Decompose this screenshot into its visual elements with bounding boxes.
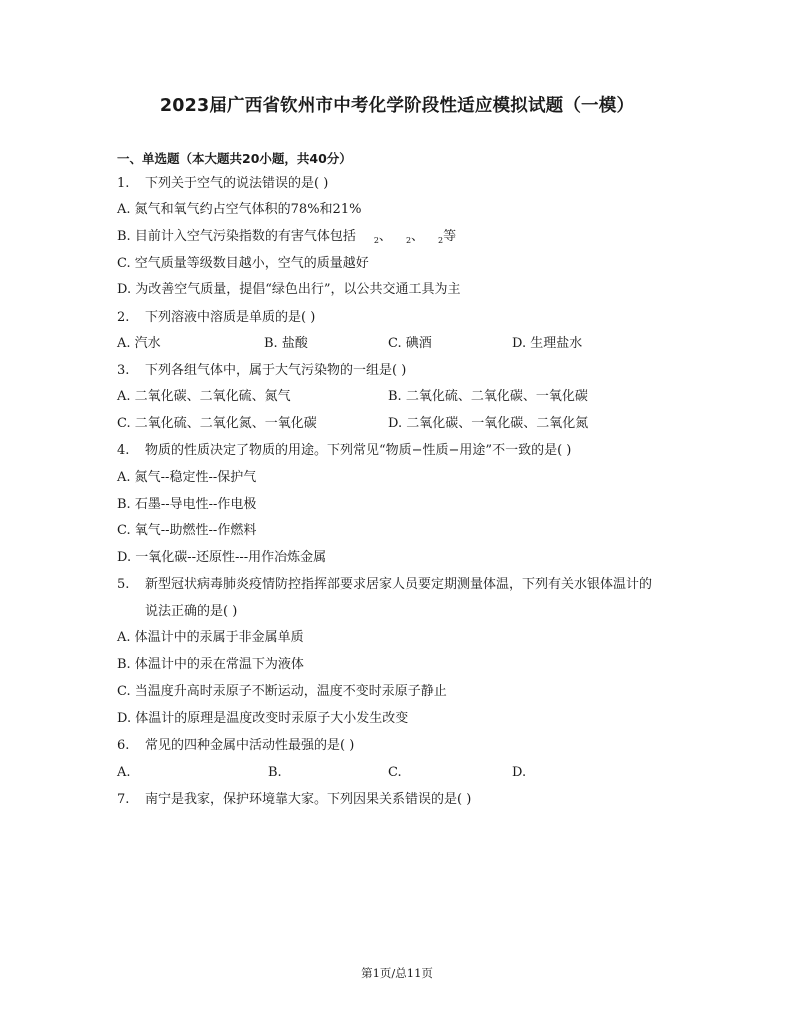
q2-option-b: B. 盐酸	[264, 336, 308, 351]
question-stem: 常见的四种金属中活动性最强的是( )	[145, 738, 355, 753]
question-stem: 南宁是我家，保护环境靠大家。下列因果关系错误的是( )	[145, 792, 472, 807]
q6-option-b: B.	[268, 765, 282, 780]
q3-option-b: B. 二氧化硫、二氧化碳、一氧化碳	[388, 389, 588, 404]
q3-option-c: C. 二氧化硫、二氧化氮、一氧化碳	[117, 416, 317, 431]
question-number: 3.	[117, 363, 130, 378]
q3-option-a: A. 二氧化碳、二氧化硫、氮气	[117, 389, 291, 404]
page-footer: 第1页/总11页	[361, 966, 433, 980]
q1-option-c: C. 空气质量等级数目越小，空气的质量越好	[117, 256, 369, 271]
question-stem: 下列关于空气的说法错误的是( )	[145, 176, 329, 191]
question-5	[117, 576, 652, 594]
section-heading: 一、单选题（本大题共20小题，共40分）	[117, 151, 352, 166]
q4-option-b: B. 石墨--导电性--作电极	[117, 497, 257, 512]
q5-option-d: D. 体温计的原理是温度改变时汞原子大小发生改变	[117, 711, 409, 726]
q2-option-c: C. 碘酒	[388, 336, 432, 351]
question-stem: 物质的性质决定了物质的用途。下列常见“物质−性质−用途”不一致的是( )	[145, 443, 572, 458]
question-4	[117, 442, 571, 460]
q1-option-a: A. 氮气和氧气约占空气体积的78%和21%	[117, 202, 362, 217]
page-title: 2023届广西省钦州市中考化学阶段性适应模拟试题（一模）	[159, 96, 635, 116]
q1-option-d: D. 为改善空气质量，提倡“绿色出行”，以公共交通工具为主	[117, 282, 461, 297]
q1-option-b: B. 目前计入空气污染指数的有害气体包括 $_2$、 $_2$、 $_2$等	[117, 229, 457, 245]
q4-option-d: D. 一氧化碳--还原性---用作冶炼金属	[117, 550, 327, 565]
question-number: 5.	[117, 577, 130, 592]
question-number: 4.	[117, 443, 130, 458]
q6-option-a: A.	[117, 765, 131, 780]
q2-option-d: D. 生理盐水	[512, 336, 583, 351]
question-6	[117, 737, 354, 755]
question-7	[117, 791, 471, 809]
q6-option-d: D.	[512, 765, 527, 780]
question-number: 7.	[117, 792, 130, 807]
q5-option-a: A. 体温计中的汞属于非金属单质	[117, 630, 304, 645]
q2-option-a: A. 汽水	[117, 336, 161, 351]
question-1	[117, 175, 328, 193]
q6-option-c: C.	[388, 765, 402, 780]
question-5-continued: 说法正确的是( )	[145, 604, 238, 619]
question-stem: 下列各组气体中，属于大气污染物的一组是( )	[145, 363, 407, 378]
question-3	[117, 362, 406, 380]
question-2	[117, 309, 315, 327]
q3-option-d: D. 二氧化碳、一氧化碳、二氧化氮	[388, 416, 589, 431]
q4-option-a: A. 氮气--稳定性--保护气	[117, 470, 257, 485]
question-stem: 新型冠状病毒肺炎疫情防控指挥部要求居家人员要定期测量体温，下列有关水银体温计的	[145, 577, 653, 592]
q5-option-b: B. 体温计中的汞在常温下为液体	[117, 657, 304, 672]
question-number: 2.	[117, 310, 130, 325]
question-stem: 下列溶液中溶质是单质的是( )	[145, 310, 316, 325]
question-number: 1.	[117, 176, 130, 191]
q5-option-c: C. 当温度升高时汞原子不断运动，温度不变时汞原子静止	[117, 684, 447, 699]
q4-option-c: C. 氧气--助燃性--作燃料	[117, 523, 257, 538]
question-number: 6.	[117, 738, 130, 753]
